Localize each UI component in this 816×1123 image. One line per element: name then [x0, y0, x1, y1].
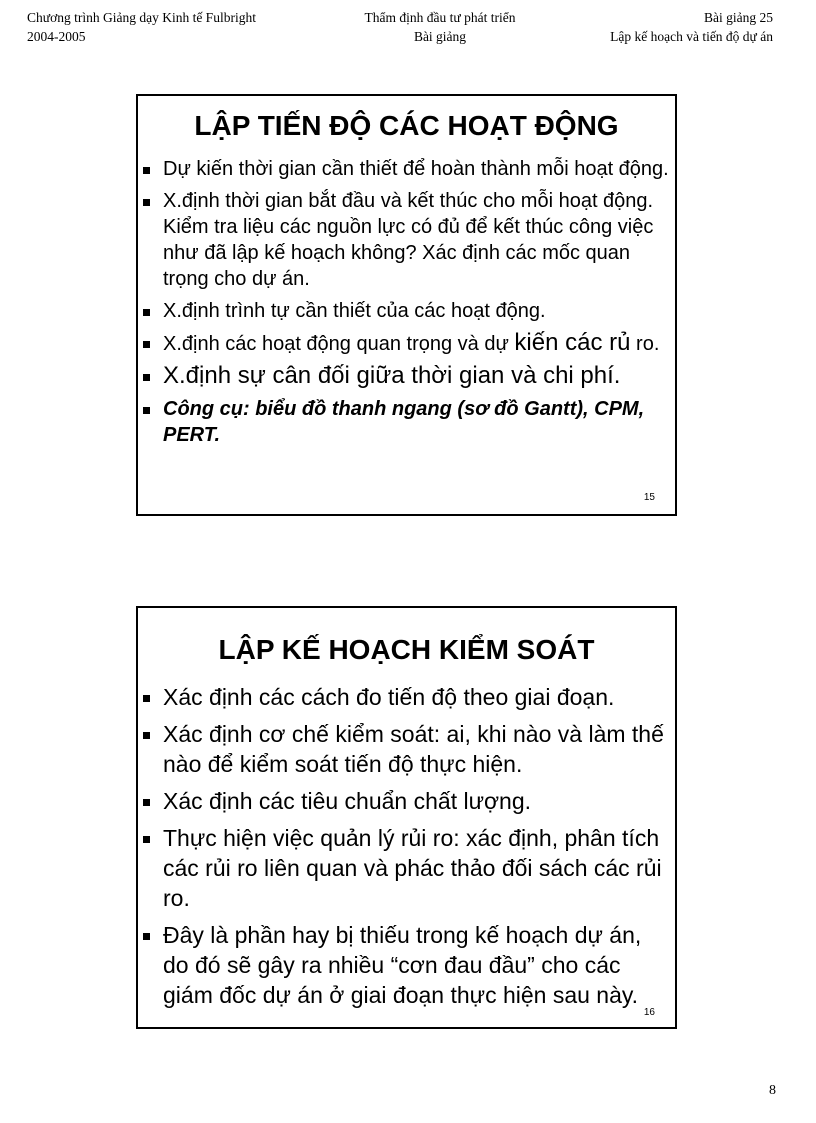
- bullet-icon: [143, 732, 150, 739]
- bullet-text: X.định thời gian bắt đầu và kết thúc cho mỗi hoạt động. Kiểm tra liệu các nguồn lực có đủ để kết thúc công việc như đã lập kế hoạch không? Xác định các mốc quan trọng cho dự án.: [163, 190, 654, 290]
- academic-year: 2004-2005: [27, 29, 86, 44]
- bullet-text: X.định trình tự cần thiết của các hoạt động.: [163, 300, 546, 322]
- list-item: [138, 682, 673, 712]
- bullet-text: Xác định các cách đo tiến độ theo giai đoạn.: [163, 684, 615, 710]
- bullet-text-large: kiến các rủ: [514, 329, 631, 356]
- bullet-text-continuation: ro.: [636, 333, 660, 355]
- list-item: [138, 719, 673, 779]
- slide-number: 16: [643, 1007, 655, 1018]
- bullet-icon: [143, 933, 150, 940]
- bullet-icon: [143, 799, 150, 806]
- page-number: 8: [769, 1083, 776, 1098]
- slide-title: LẬP TIẾN ĐỘ CÁC HOẠT ĐỘNG: [194, 110, 619, 141]
- list-item: [138, 396, 673, 448]
- document-type: Bài giảng: [413, 29, 467, 44]
- bullet-text: Xác định cơ chế kiểm soát: ai, khi nào và làm thế nào để kiểm soát tiến độ thực hiện.: [163, 721, 664, 777]
- tools-text: Công cụ: biểu đồ thanh ngang (sơ đồ Gantt), CPM, PERT.: [163, 398, 645, 446]
- slide-title: LẬP KẾ HOẠCH KIỂM SOÁT: [218, 634, 595, 665]
- bullet-icon: [143, 374, 150, 381]
- bullet-text: X.định sự cân đối giữa thời gian và chi phí.: [163, 362, 621, 389]
- list-item: [138, 188, 673, 292]
- bullet-text: Thực hiện việc quản lý rủi ro: xác định, phân tích các rủi ro liên quan và phác thảo đối sách các rủi ro.: [163, 825, 662, 911]
- list-item: [138, 156, 673, 182]
- bullet-icon: [143, 309, 150, 316]
- bullet-list: [138, 682, 673, 1017]
- bullet-icon: [143, 407, 150, 414]
- bullet-icon: [143, 167, 150, 174]
- lecture-number: Bài giảng 25: [704, 10, 773, 25]
- slide-15: [136, 94, 677, 516]
- bullet-text: X.định các hoạt động quan trọng và dự: [163, 333, 509, 355]
- header-left: [27, 8, 256, 46]
- bullet-list: [138, 156, 673, 454]
- bullet-text: Dự kiến thời gian cần thiết để hoàn thành mỗi hoạt động.: [163, 158, 669, 180]
- bullet-icon: [143, 695, 150, 702]
- program-name: Chương trình Giảng dạy Kinh tế Fulbright: [27, 10, 256, 25]
- header-center: [330, 8, 550, 46]
- slide-16: [136, 606, 677, 1029]
- list-item: [138, 920, 673, 1010]
- bullet-icon: [143, 341, 150, 348]
- bullet-text: Xác định các tiêu chuẩn chất lượng.: [163, 788, 532, 814]
- course-name: Thẩm định đầu tư phát triển: [364, 10, 516, 25]
- slide-number: 15: [643, 492, 655, 503]
- list-item: [138, 363, 673, 390]
- list-item: [138, 823, 673, 913]
- list-item: [138, 330, 673, 357]
- list-item: [138, 786, 673, 816]
- bullet-icon: [143, 199, 150, 206]
- bullet-text: Đây là phần hay bị thiếu trong kế hoạch dự án, do đó sẽ gây ra nhiều “cơn đau đầu” cho các giám đốc dự án ở giai đoạn thực hiện sau này.: [163, 922, 642, 1008]
- bullet-icon: [143, 836, 150, 843]
- lecture-title: Lập kế hoạch và tiến độ dự án: [610, 29, 773, 44]
- header-right: [610, 8, 773, 46]
- list-item: [138, 298, 673, 324]
